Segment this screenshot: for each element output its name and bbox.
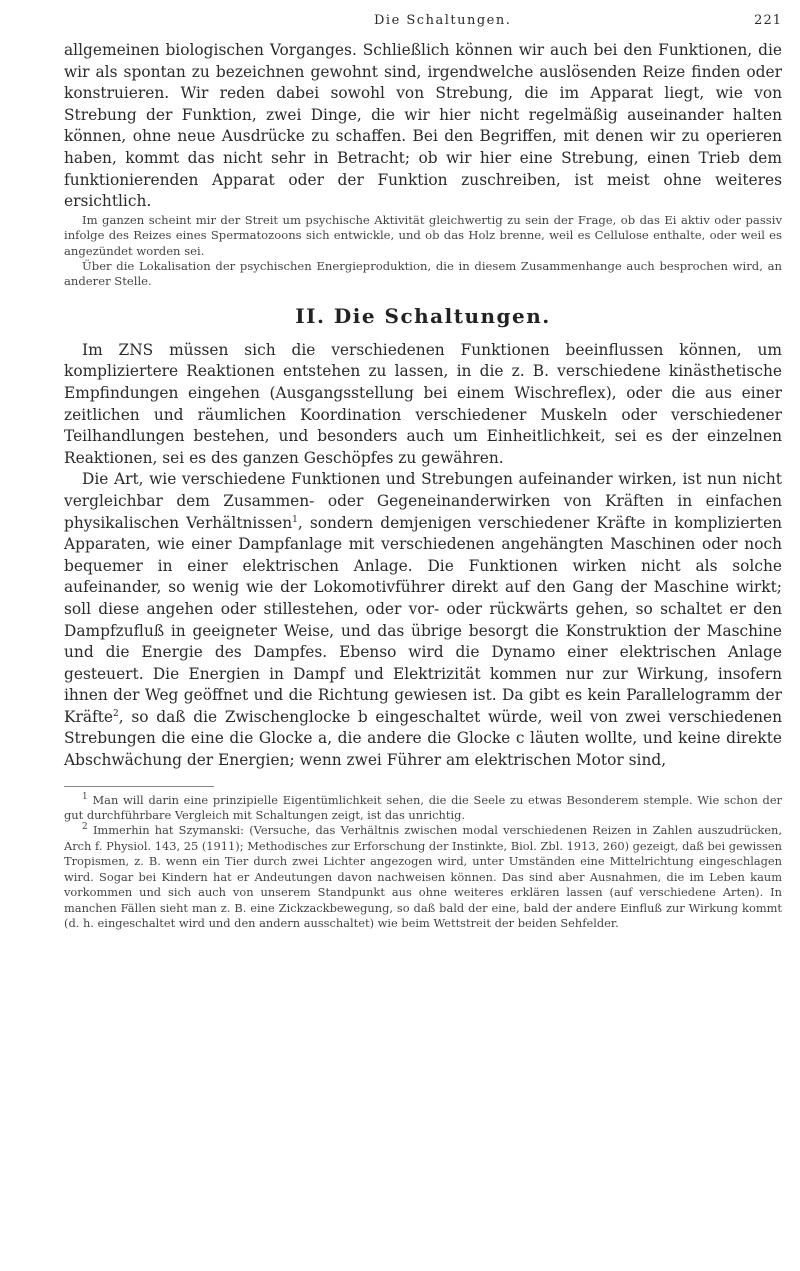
body-paragraph: Im ZNS müssen sich die verschiedenen Funktionen beeinflussen können, um kompliziertere Reaktionen entstehen zu lassen, in die z. B. verschiedene kinästhetische Empfindungen eingehen (Ausgangsstellung bei einem Wischreflex), oder die aus einer zeitlichen und räumlichen Koordination verschiedener Muskeln oder verschiedener Teilhandlungen bestehen, und besonders auch um Einheitlichkeit, sei es der einzelnen Reaktionen, sei es des ganzen Geschöpfes zu gewähren. xyxy=(64,340,782,467)
running-head xyxy=(64,13,782,33)
small-paragraph: Im ganzen scheint mir der Streit um psychische Aktivität gleichwertig zu sein der Frage, ob das Ei aktiv oder passiv infolge des Reizes eines Spermatozoons sich entwickle, und ob das Holz brenne, weil es Cellulose enthalte, oder weil es angezündet worden sei. xyxy=(64,212,782,258)
footnote-text: Immerhin hat Szymanski: (Versuche, das Verhältnis zwischen modal verschiedenen Reizen in Zahlen auszudrücken, Arch f. Physiol. 143, 25 (1911); Methodisches zur Erforschung der Instinkte, Biol. Zbl. 1913, 260) gezeigt, daß bei gewissen Tropismen, z. B. wenn ein Tier durch zwei Lichter angezogen wird, unter Umständen eine Mittelrichtung eingeschlagen wird. Sogar bei Kindern hat er Andeutungen davon nachweisen können. Das sind aber Ausnahmen, die im Leben kaum vorkommen und sich auch von unserem Standpunkt aus ohne weiteres erklären lassen (auf verschiedene Arten). In manchen Fällen sieht man z. B. eine Zickzackbewegung, so daß bald der eine, bald der andere Einfluß zur Wirkung kommt (d. h. eingeschaltet wird und den andern ausschaltet) wie beim Wettstreit der beiden Sehfelder. xyxy=(64,823,783,930)
footnote xyxy=(64,793,782,824)
page-number: 221 xyxy=(754,13,782,28)
section-heading: II. Die Schaltungen. xyxy=(295,303,551,328)
paragraph-text: , sondern demjenigen verschiedener Kräfte in komplizierten Apparaten, wie einer Dampfanlage mit verschiedenen angehängten Maschinen oder noch bequemer in einer elektrischen Anlage. Die Funktionen wirken nicht als solche aufeinander, so wenig wie der Lokomotivführer direkt auf den Gang der Maschine wirkt; soll diese angehen oder stillestehen, oder vor- oder rückwärts gehen, so schaltet er den Dampfzufluß in geeigneter Weise, und das übrige besorgt die Konstruktion der Maschine und die Energie des Dampfes. Ebenso wird die Dynamo einer elektrischen Anlage gesteuert. Die Energien in Dampf und Elektrizität kommen nur zur Wirkung, insofern ihnen der Weg geöffnet und die Richtung gewiesen ist. Da gibt es kein Parallelogramm der Kräfte xyxy=(64,513,782,726)
paragraph-text: , so daß die Zwischenglocke b eingeschaltet würde, weil von zwei verschiedenen Strebungen die eine die Glocke a, die andere die Glocke c läuten wollte, und keine direkte Abschwächung der Energien; wenn zwei Führer am elektrischen Motor sind, xyxy=(64,707,782,770)
continuation-paragraph: allgemeinen biologischen Vorganges. Schließlich können wir auch bei den Funktionen, die wir als spontan zu bezeichnen gewohnt sind, irgendwelche auslösenden Reize finden oder konstruieren. Wir reden dabei sowohl von Strebung, die im Apparat liegt, wie von Strebung der Funktion, zwei Dinge, die wir hier nicht regelmäßig auseinander halten können, ohne neue Ausdrücke zu schaffen. Bei den Begriffen, mit denen wir zu operieren haben, kommt das nicht sehr in Betracht; ob wir hier eine Strebung, einen Trieb dem funktionierenden Apparat oder der Funktion zuschreiben, ist meist ohne weiteres ersichtlich. xyxy=(64,41,782,211)
footnote-marker: 1 xyxy=(82,791,88,802)
body-paragraph xyxy=(64,469,782,771)
footnote xyxy=(64,823,782,931)
footnote-divider xyxy=(64,786,214,787)
page-body xyxy=(64,40,782,931)
footnote-reference[interactable]: 1 xyxy=(292,514,298,525)
running-title: Die Schaltungen. xyxy=(374,13,512,28)
footnote-marker: 2 xyxy=(82,822,88,833)
paragraph-text: Die Art, wie verschiedene Funktionen und Strebungen aufeinander wirken, ist nun nicht vergleichbar dem Zusammen- oder Gegeneinanderwirken von Kräften in einfachen physikalischen Verhältnissen xyxy=(64,470,782,532)
footnote-reference[interactable]: 2 xyxy=(113,708,119,719)
footnote-text: Man will darin eine prinzipielle Eigentümlichkeit sehen, die die Seele zu etwas Besonderem stemple. Wie schon der gut durchführbare Vergleich mit Schaltungen zeigt, ist das unrichtig. xyxy=(64,792,783,823)
footnotes xyxy=(64,786,782,932)
small-paragraph: Über die Lokalisation der psychischen Energieproduktion, die in diesem Zusammenhange auch besprochen wird, an anderer Stelle. xyxy=(64,258,782,289)
